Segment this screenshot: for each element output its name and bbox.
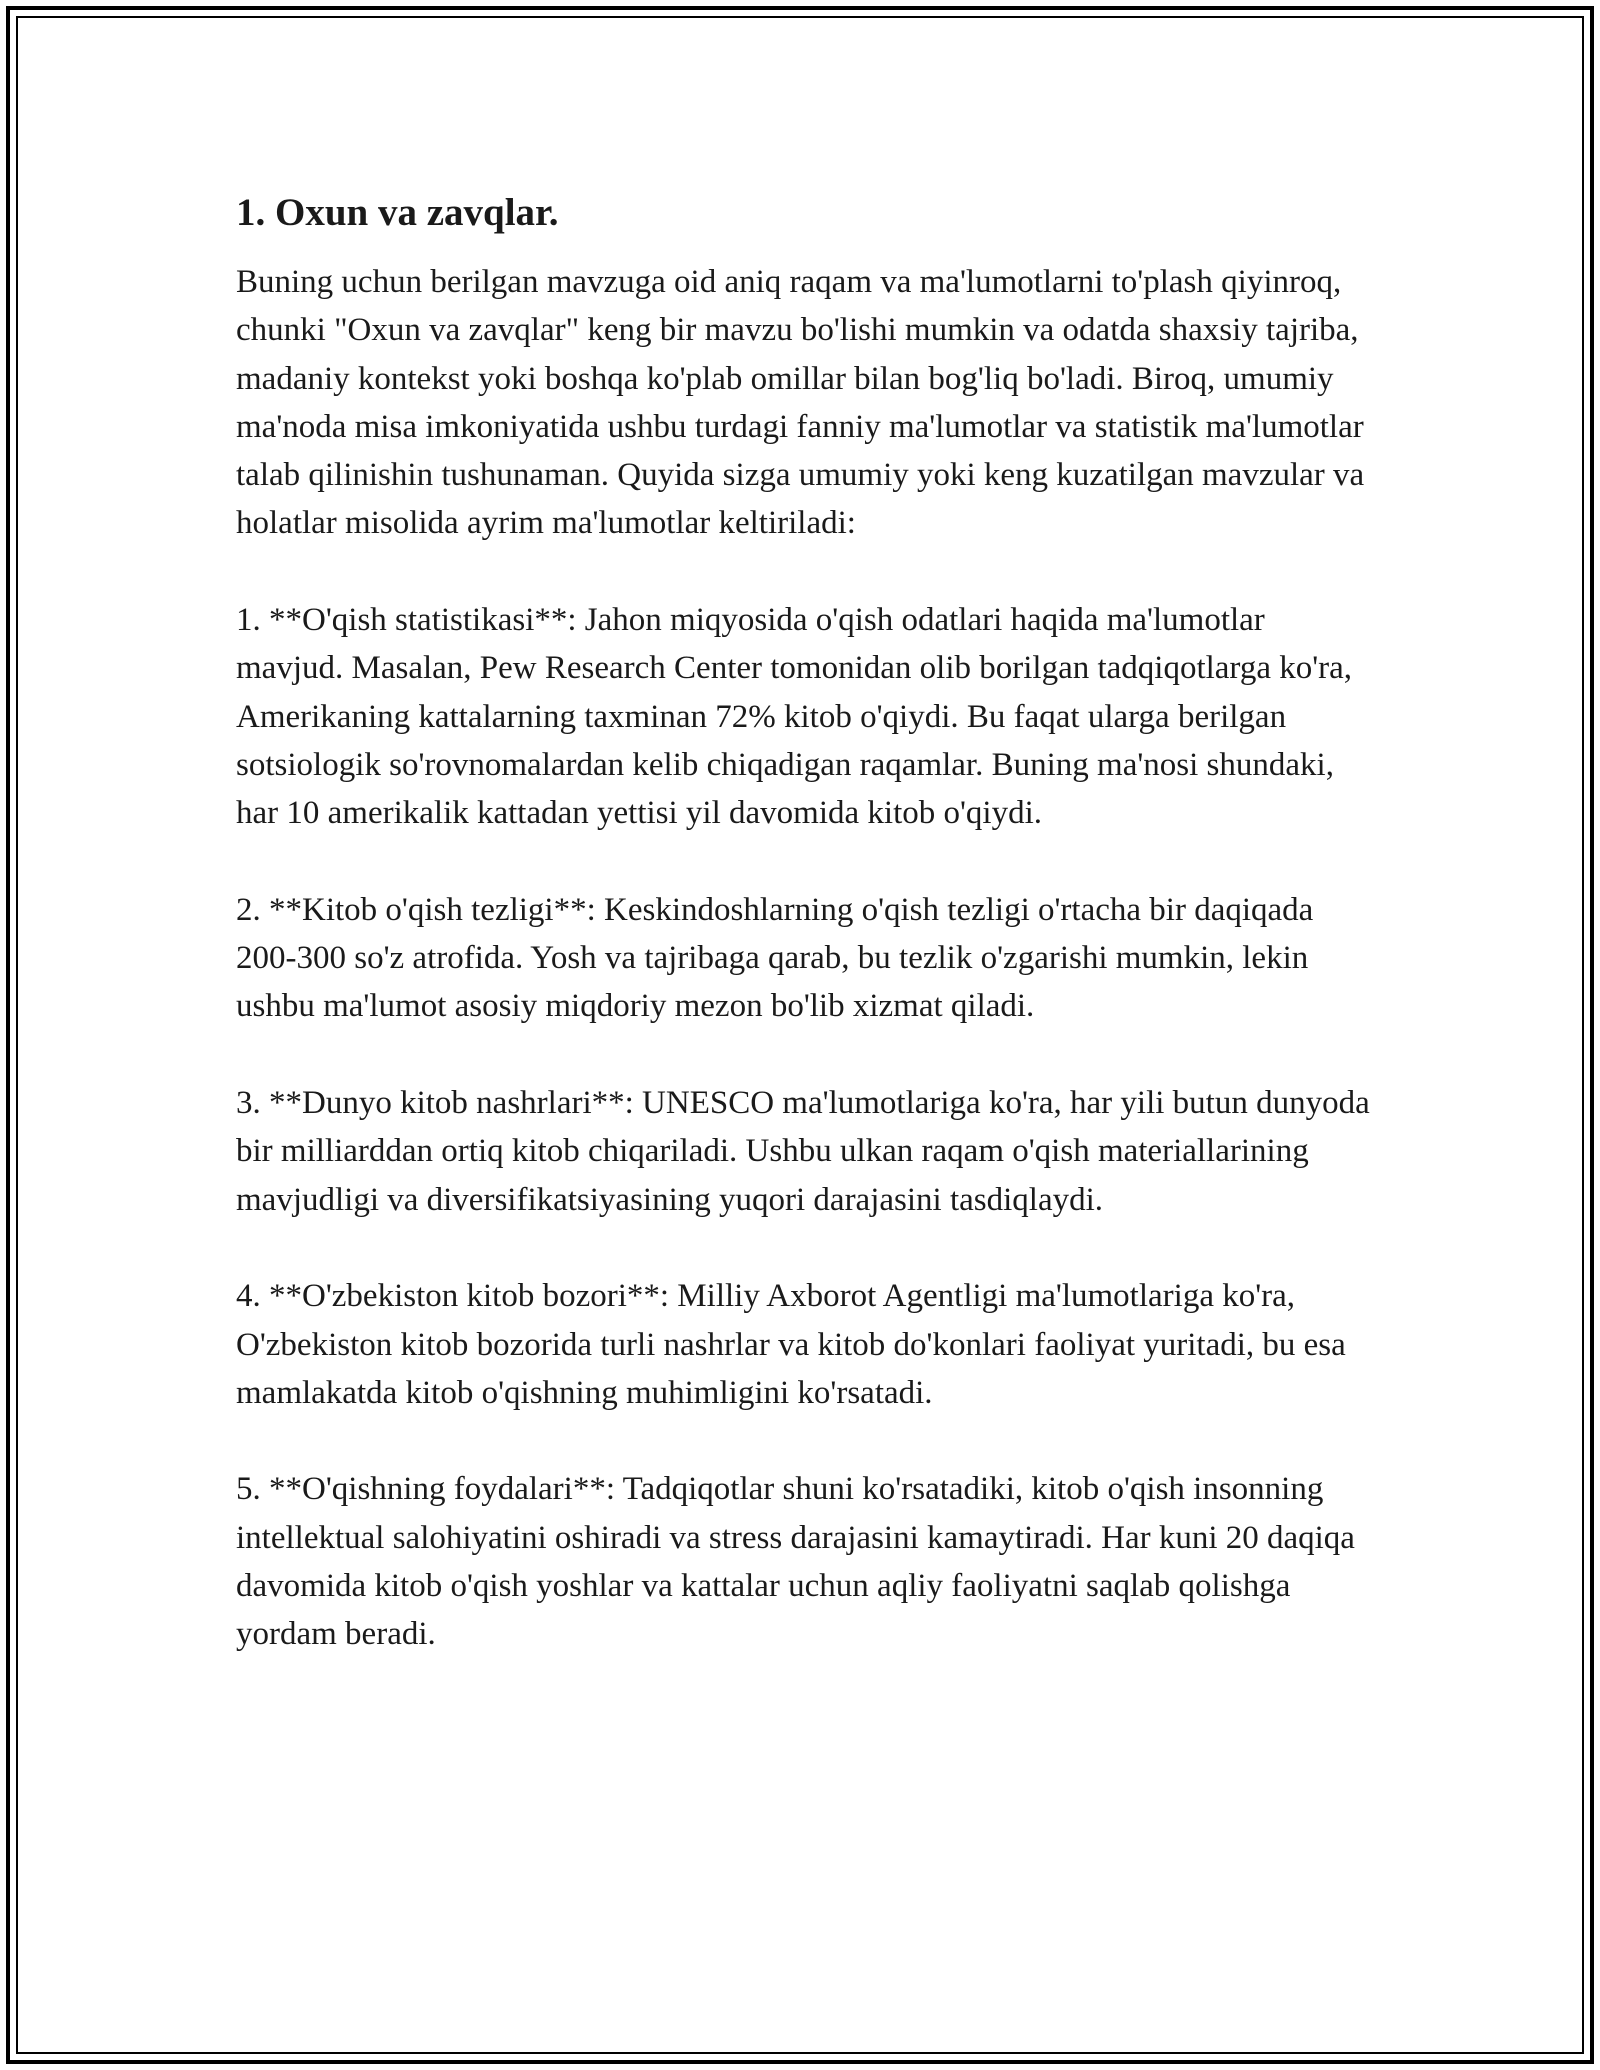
document-body (236, 186, 1370, 1707)
page-title: 1. Oxun va zavqlar. (236, 191, 559, 234)
intro-paragraph: Buning uchun berilgan mavzuga oid aniq raqam va ma'lumotlarni to'plash qiyinroq, chunki "Oxun va zavqlar" keng bir mavzu bo'lishi mumkin va odatda shaxsiy tajriba, madaniy kontekst yoki boshqa ko'plab omillar bilan bog'liq bo'ladi. Biroq, umumiy ma'noda misa imkoniyatida ushbu turdagi fanniy ma'lumotlar va statistik ma'lumotlar talab qilinishin tushunaman. Quyida sizga umumiy yoki keng kuzatilgan mavzular va holatlar misolida ayrim ma'lumotlar keltiriladi: (236, 264, 1365, 542)
list-item-reading-benefits: 5. **O'qishning foydalari**: Tadqiqotlar shuni ko'rsatadiki, kitob o'qish insonning intellektual salohiyatini oshiradi va stress darajasini kamaytiradi. Har kuni 20 daqiqa davomida kitob o'qish yoshlar va kattalar uchun aqliy faoliyatni saqlab qolishga yordam beradi. (236, 1471, 1355, 1653)
list-item-uzbekistan-book-market: 4. **O'zbekiston kitob bozori**: Milliy Axborot Agentligi ma'lumotlariga ko'ra, O'zbekiston kitob bozorida turli nashrlar va kitob do'konlari faoliyat yuritadi, bu esa mamlakatda kitob o'qishning muhimligini ko'rsatadi. (236, 1278, 1346, 1411)
list-item-reading-speed: 2. **Kitob o'qish tezligi**: Keskindoshlarning o'qish tezligi o'rtacha bir daqiqada 200-300 so'z atrofida. Yosh va tajribaga qarab, bu tezlik o'zgarishi mumkin, lekin ushbu ma'lumot asosiy miqdoriy mezon bo'lib xizmat qiladi. (236, 891, 1314, 1025)
list-item-reading-statistics: 1. **O'qish statistikasi**: Jahon miqyosida o'qish odatlari haqida ma'lumotlar mavjud. Masalan, Pew Research Center tomonidan olib borilgan tadqiqotlarga ko'ra, Amerikaning kattalarning taxminan 72% kitob o'qiydi. Bu faqat ularga berilgan sotsiologik so'rovnomalardan kelib chiqadigan raqamlar. Buning ma'nosi shundaki, har 10 amerikalik kattadan yettisi yil davomida kitob o'qiydi. (236, 602, 1353, 832)
list-item-world-book-publications: 3. **Dunyo kitob nashrlari**: UNESCO ma'lumotlariga ko'ra, har yili butun dunyoda bir milliarddan ortiq kitob chiqariladi. Ushbu ulkan raqam o'qish materiallarining mavjudligi va diversifikatsiyasining yuqori darajasini tasdiqlaydi. (236, 1085, 1370, 1218)
